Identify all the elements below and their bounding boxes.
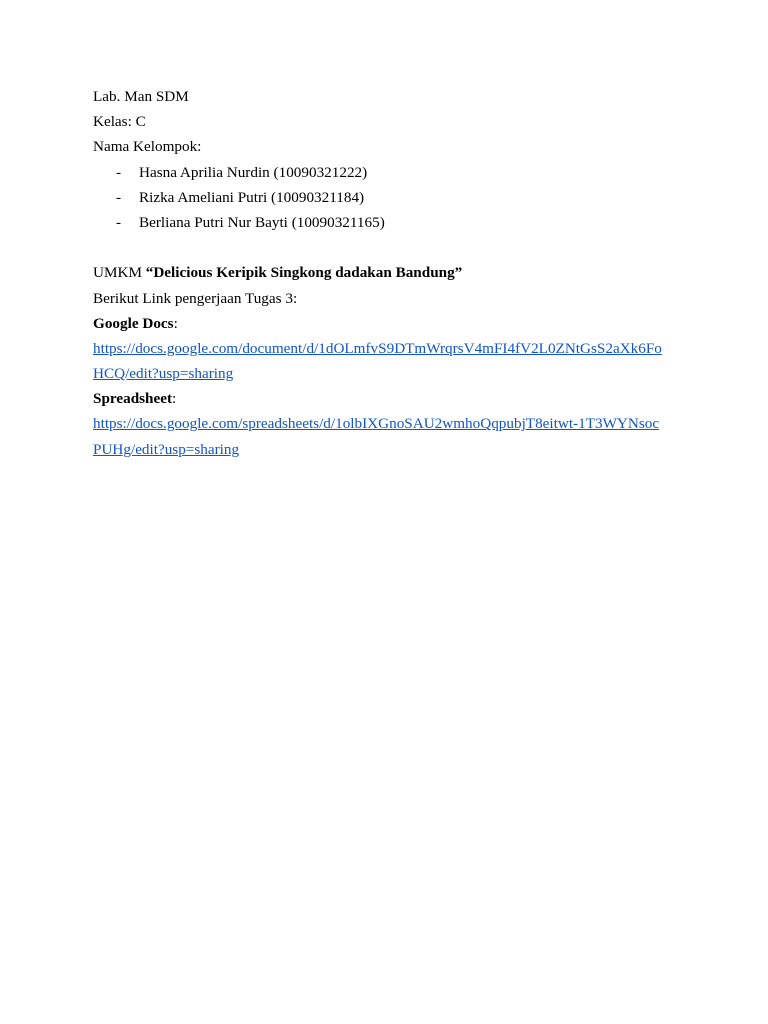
bullet-dash: - [116, 213, 122, 231]
google-docs-link-line-2 [93, 361, 673, 386]
group-heading: Nama Kelompok: [93, 138, 202, 156]
member-list-item [93, 185, 673, 210]
member-list-item [93, 160, 673, 185]
google-docs-link[interactable]: https://docs.google.com/document/d/1dOLmfvS9DTmWrqrsV4mFI4fV2L0ZNtGsS2aXk6Fo [93, 339, 662, 357]
bullet-dash: - [116, 163, 122, 181]
member-name: Rizka Ameliani Putri (10090321184) [139, 188, 365, 206]
spreadsheet-link-continued[interactable]: PUHg/edit?usp=sharing [93, 440, 240, 458]
intro-text: Berikut Link pengerjaan Tugas 3: [93, 289, 298, 307]
spreadsheet-link-line-2 [93, 437, 673, 462]
google-docs-label: Google Docs [93, 314, 174, 332]
class-label: Kelas: C [93, 113, 146, 131]
spreadsheet-link-line-1 [93, 411, 673, 436]
spreadsheet-heading [93, 386, 673, 411]
spreadsheet-link[interactable]: https://docs.google.com/spreadsheets/d/1olbIXGnoSAU2wmhoQqpubjT8eitwt-1T3WYNsoc [93, 415, 660, 433]
spacer [93, 235, 673, 260]
spreadsheet-label: Spreadsheet [93, 390, 173, 408]
bullet-dash: - [116, 188, 122, 206]
member-list-item [93, 210, 673, 235]
member-name: Hasna Aprilia Nurdin (10090321222) [139, 163, 368, 181]
spreadsheet-colon: : [172, 390, 177, 408]
google-docs-link-continued[interactable]: HCQ/edit?usp=sharing [93, 365, 234, 383]
document-page [93, 84, 673, 462]
lab-title: Lab. Man SDM [93, 88, 189, 105]
umkm-prefix: UMKM [93, 264, 146, 282]
google-docs-colon: : [173, 314, 178, 332]
google-docs-heading [93, 311, 673, 336]
umkm-line [93, 260, 673, 285]
umkm-name: “Delicious Keripik Singkong dadakan Bandung” [145, 264, 463, 282]
google-docs-link-line-1 [93, 336, 673, 361]
member-name: Berliana Putri Nur Bayti (10090321165) [139, 213, 385, 231]
